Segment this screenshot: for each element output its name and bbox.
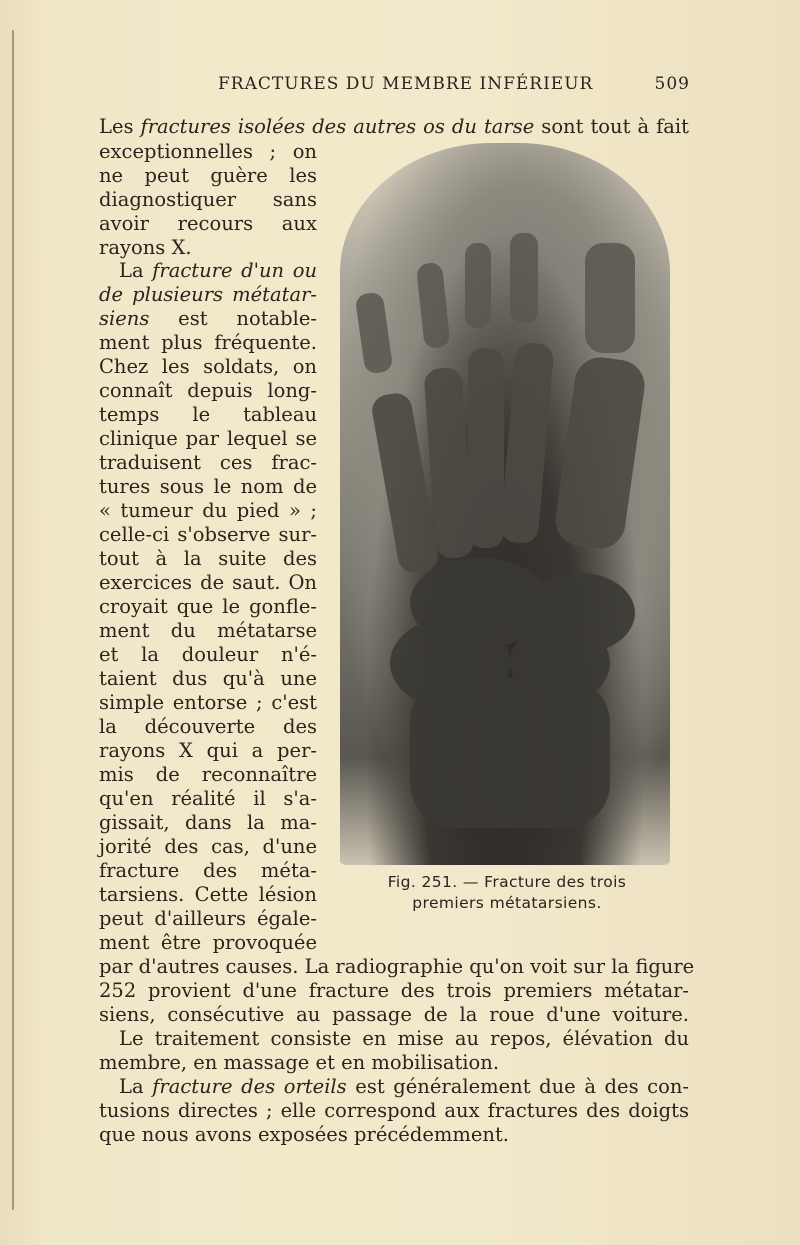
body-text-line xyxy=(99,307,317,331)
body-text-line: tout à la suite des xyxy=(99,547,317,570)
body-text-line: « tumeur du pied » ; xyxy=(99,499,317,522)
text-segment: La xyxy=(119,1075,153,1098)
figure-caption xyxy=(352,872,662,914)
running-title: FRACTURES DU MEMBRE INFÉRIEUR xyxy=(218,74,594,94)
body-text-line xyxy=(99,259,317,283)
body-text-line: de plusieurs métatar- xyxy=(99,283,317,306)
body-text-line: la découverte des xyxy=(99,715,317,738)
body-text-line: gissait, dans la ma- xyxy=(99,811,317,834)
body-text-line: membre, en massage et en mobilisation. xyxy=(99,1051,500,1074)
italic-term: fracture d'un ou xyxy=(152,259,317,282)
body-text-line: avoir recours aux xyxy=(99,212,317,235)
body-text-line: croyait que le gonfle- xyxy=(99,595,317,618)
text-segment: Les xyxy=(99,115,141,138)
body-text-line: siens, consécutive au passage de la roue d'une voiture. xyxy=(99,1003,689,1026)
text-segment: La xyxy=(119,259,153,282)
italic-term: siens xyxy=(99,307,150,330)
body-text-line: rayons X qui a per- xyxy=(99,739,317,762)
body-text-line: jorité des cas, d'une xyxy=(99,835,317,858)
binding-line xyxy=(12,30,14,1210)
body-text-line: temps le tableau xyxy=(99,403,317,426)
text-segment: sont tout à fait xyxy=(534,115,690,138)
body-text-line: taient dus qu'à une xyxy=(99,667,317,690)
body-text-line: Le traitement consiste en mise au repos, élévation du xyxy=(119,1027,689,1050)
body-text-line: tusions directes ; elle correspond aux fractures des doigts xyxy=(99,1099,689,1122)
italic-term: fractures isolées des autres os du tarse xyxy=(140,115,535,138)
body-text-line: peut d'ailleurs égale- xyxy=(99,907,317,930)
body-text-line: diagnostiquer sans xyxy=(99,188,317,211)
body-text-line: ment être provoquée xyxy=(99,931,317,954)
foot-xray-illustration xyxy=(340,143,670,865)
body-text-line: fracture des méta- xyxy=(99,859,317,882)
body-text-line: et la douleur n'é- xyxy=(99,643,317,666)
page-header xyxy=(100,74,690,98)
body-text-line: exceptionnelles ; on xyxy=(99,140,317,163)
body-text-line: ment du métatarse xyxy=(99,619,317,642)
body-text-line: que nous avons exposées précédemment. xyxy=(99,1123,509,1146)
body-text-line: Chez les soldats, on xyxy=(99,355,317,378)
body-text-line: exercices de saut. On xyxy=(99,571,317,594)
caption-line-1: Fig. 251. — Fracture des trois xyxy=(387,873,627,891)
body-text-line: traduisent ces frac- xyxy=(99,451,317,474)
body-text-line: 252 provient d'une fracture des trois premiers métatar- xyxy=(99,979,689,1002)
caption-line-2: premiers métatarsiens. xyxy=(412,894,602,912)
body-text-line: mis de reconnaître xyxy=(99,763,317,786)
text-segment: est généralement due à des con- xyxy=(346,1075,689,1098)
body-text-line: tarsiens. Cette lésion xyxy=(99,883,317,906)
body-text-line: simple entorse ; c'est xyxy=(99,691,317,714)
body-text-line: ne peut guère les xyxy=(99,164,317,187)
body-text-line: connaît depuis long- xyxy=(99,379,317,402)
body-text-line xyxy=(99,1075,689,1099)
foot-xray-photo xyxy=(340,143,670,865)
page-number: 509 xyxy=(654,74,690,94)
body-text-line: par d'autres causes. La radiographie qu'on voit sur la figure xyxy=(99,955,695,978)
body-text-line: ment plus fréquente. xyxy=(99,331,317,354)
text-segment: est notable- xyxy=(149,307,317,330)
body-text-line: celle-ci s'observe sur- xyxy=(99,523,317,546)
italic-term: fracture des orteils xyxy=(152,1075,347,1098)
body-text-line: rayons X. xyxy=(99,236,192,259)
body-text-line: tures sous le nom de xyxy=(99,475,317,498)
body-text-line xyxy=(99,115,689,139)
body-text-line: clinique par lequel se xyxy=(99,427,317,450)
body-text-line: qu'en réalité il s'a- xyxy=(99,787,317,810)
